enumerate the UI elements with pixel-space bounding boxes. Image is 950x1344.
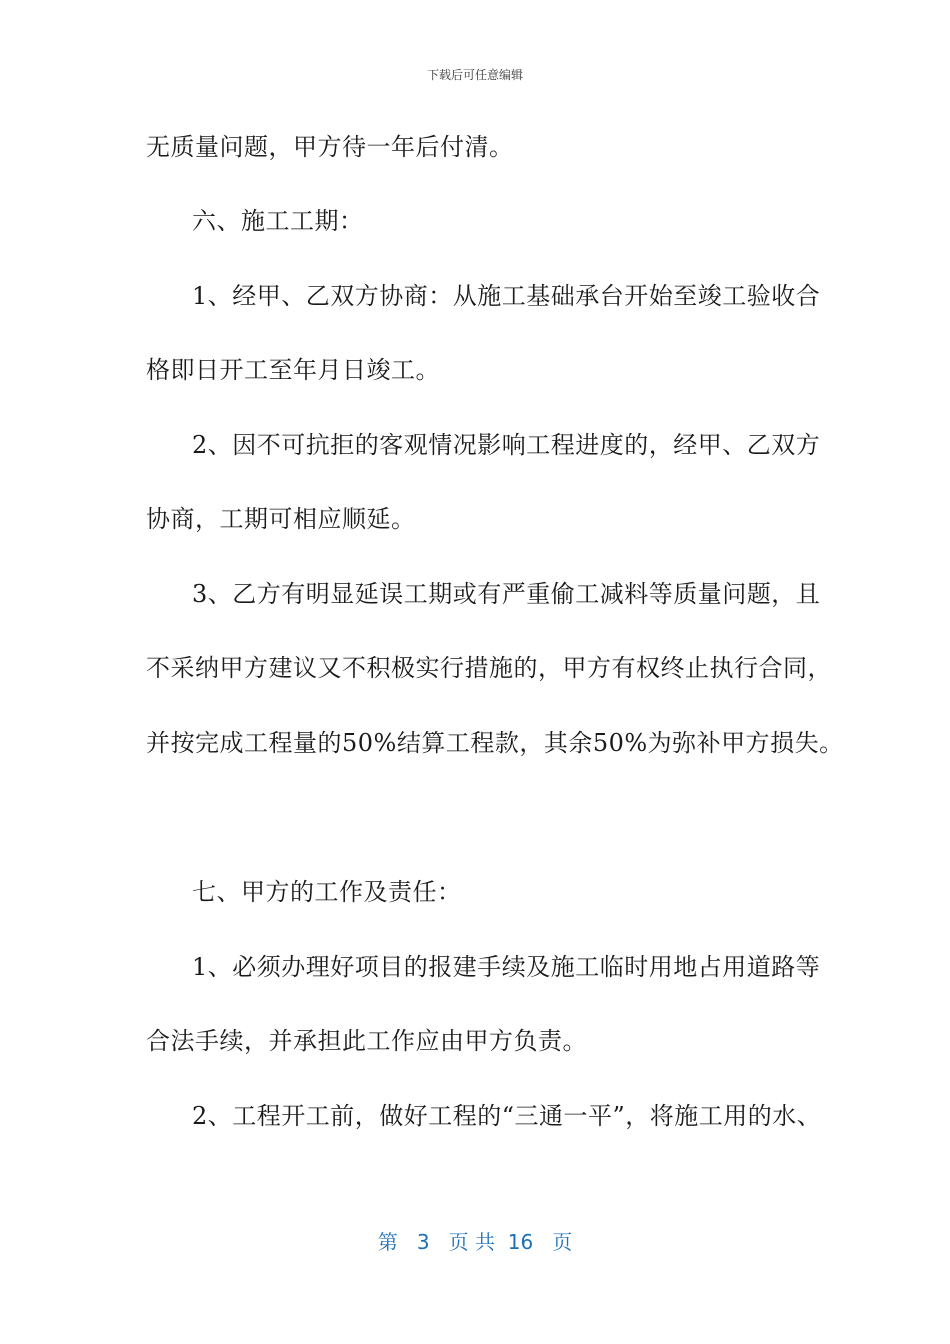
footer-total-pages: 16 [507,1230,534,1254]
page-footer [0,1226,950,1255]
body-line-13: 2、工程开工前，做好工程的“三通一平”，将施工用的水、 [192,1102,822,1130]
body-line-7: 3、乙方有明显延误工期或有严重偷工减料等质量问题，且 [192,580,821,608]
section-heading-7: 七、甲方的工作及责任： [192,878,462,906]
footer-prefix: 第 [377,1230,398,1254]
body-line-11: 1、必须办理好项目的报建手续及施工临时用地占用道路等 [192,953,821,981]
footer-current-page: 3 [416,1230,430,1254]
footer-suffix: 页 [552,1230,573,1254]
body-line-5: 2、因不可抗拒的客观情况影响工程进度的，经甲、乙双方 [192,431,821,459]
header-note: 下载后可任意编辑 [426,68,523,82]
body-line-6: 协商，工期可相应顺延。 [146,505,416,533]
body-line-3: 1、经甲、乙双方协商：从施工基础承台开始至竣工验收合 [192,282,821,310]
section-heading-6: 六、施工工期： [192,207,364,235]
body-line-8: 不采纳甲方建议又不积极实行措施的，甲方有权终止执行合同， [146,654,832,682]
footer-middle: 页 共 [448,1230,495,1254]
body-line-9: 并按完成工程量的50%结算工程款，其余50%为弥补甲方损失。 [146,729,844,757]
body-line-4: 格即日开工至年月日竣工。 [146,356,440,384]
body-line-1: 无质量问题，甲方待一年后付清。 [146,133,514,161]
body-line-12: 合法手续，并承担此工作应由甲方负责。 [146,1027,587,1055]
